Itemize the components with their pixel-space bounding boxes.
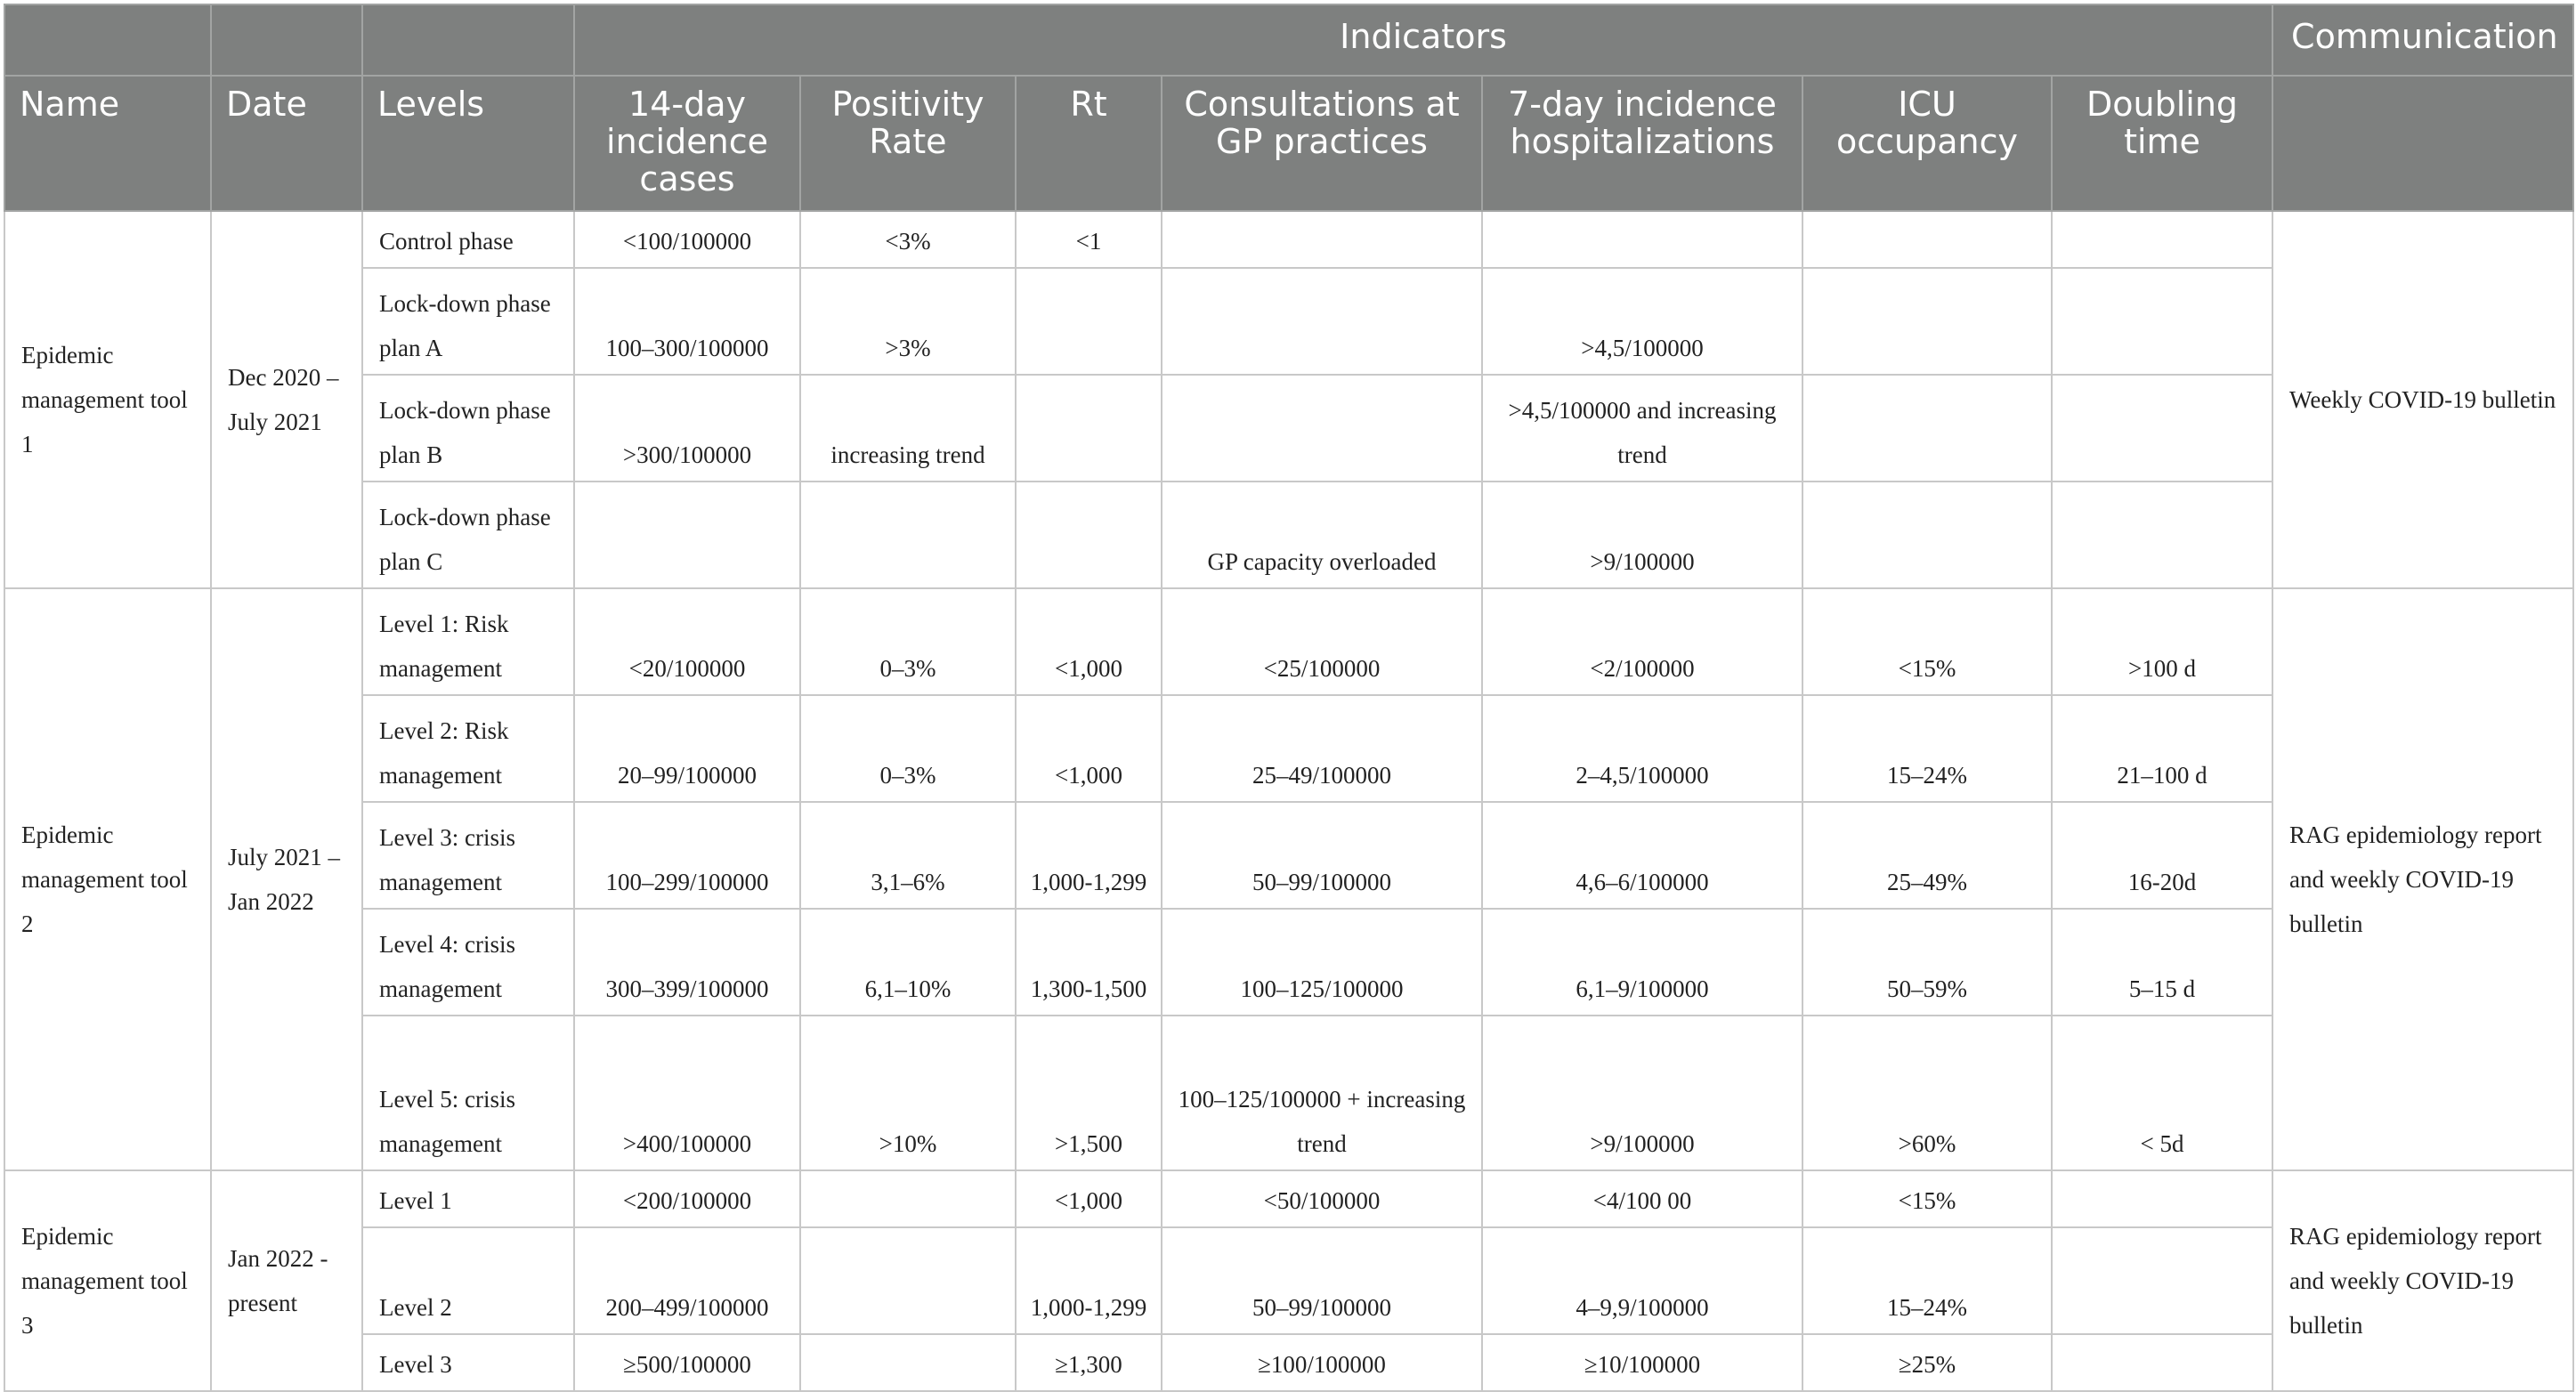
- table-row: [4, 1334, 2573, 1391]
- indicator-cell: >1,500: [1016, 1016, 1162, 1170]
- header-row-1: [4, 4, 2573, 76]
- header-rt: Rt: [1016, 76, 1162, 211]
- indicator-cell: [2052, 211, 2272, 268]
- indicator-cell: 25–49%: [1802, 802, 2052, 909]
- date-cell: July 2021 – Jan 2022: [211, 588, 362, 1170]
- indicator-cell: [1016, 375, 1162, 482]
- indicator-cell: 20–99/100000: [574, 695, 800, 802]
- header-date: Date: [211, 76, 362, 211]
- indicator-cell: 2–4,5/100000: [1482, 695, 1802, 802]
- level-cell: Level 5: crisis management: [362, 1016, 574, 1170]
- indicator-cell: 15–24%: [1802, 695, 2052, 802]
- indicator-cell: 1,300-1,500: [1016, 909, 1162, 1016]
- indicator-cell: >100 d: [2052, 588, 2272, 695]
- indicator-cell: <1,000: [1016, 695, 1162, 802]
- indicator-cell: ≥100/100000: [1162, 1334, 1482, 1391]
- table-header: [4, 4, 2573, 211]
- communication-cell: RAG epidemiology report and weekly COVID-19 bulletin: [2272, 588, 2573, 1170]
- indicator-cell: <100/100000: [574, 211, 800, 268]
- indicator-cell: [574, 482, 800, 588]
- header-hospitalizations: 7-day incidence hospitalizations: [1482, 76, 1802, 211]
- indicator-cell: >4,5/100000 and increasing trend: [1482, 375, 1802, 482]
- table-row: [4, 482, 2573, 588]
- indicator-cell: >300/100000: [574, 375, 800, 482]
- indicator-cell: <50/100000: [1162, 1170, 1482, 1227]
- level-cell: Level 4: crisis management: [362, 909, 574, 1016]
- header-blank-communication: [2272, 76, 2573, 211]
- indicator-cell: >9/100000: [1482, 482, 1802, 588]
- level-cell: Level 1: Risk management: [362, 588, 574, 695]
- indicator-cell: 16-20d: [2052, 802, 2272, 909]
- indicator-cell: [1802, 268, 2052, 375]
- indicator-cell: [2052, 375, 2272, 482]
- header-row-2: [4, 76, 2573, 211]
- indicator-cell: [800, 1334, 1016, 1391]
- table-body: [4, 211, 2573, 1391]
- table-row: [4, 588, 2573, 695]
- indicator-cell: [1482, 211, 1802, 268]
- indicator-cell: ≥500/100000: [574, 1334, 800, 1391]
- indicator-cell: 25–49/100000: [1162, 695, 1482, 802]
- indicator-cell: [2052, 1334, 2272, 1391]
- table-row: [4, 1016, 2573, 1170]
- indicator-table: [4, 4, 2574, 1392]
- indicator-cell: 5–15 d: [2052, 909, 2272, 1016]
- indicator-cell: >4,5/100000: [1482, 268, 1802, 375]
- indicator-cell: increasing trend: [800, 375, 1016, 482]
- indicator-cell: [800, 1227, 1016, 1334]
- indicator-cell: 6,1–10%: [800, 909, 1016, 1016]
- indicator-cell: [1802, 211, 2052, 268]
- indicator-cell: 50–59%: [1802, 909, 2052, 1016]
- indicator-cell: 4–9,9/100000: [1482, 1227, 1802, 1334]
- date-cell: Jan 2022 - present: [211, 1170, 362, 1391]
- indicator-cell: [800, 1170, 1016, 1227]
- indicator-cell: 50–99/100000: [1162, 802, 1482, 909]
- level-cell: Level 2: [362, 1227, 574, 1334]
- indicator-cell: [1162, 375, 1482, 482]
- indicator-cell: GP capacity overloaded: [1162, 482, 1482, 588]
- indicator-cell: [2052, 268, 2272, 375]
- header-levels: Levels: [362, 76, 574, 211]
- indicator-cell: <2/100000: [1482, 588, 1802, 695]
- indicator-cell: 50–99/100000: [1162, 1227, 1482, 1334]
- header-indicators: Indicators: [574, 4, 2272, 76]
- level-cell: Lock-down phase plan A: [362, 268, 574, 375]
- header-14day-incidence: 14-day incidence cases: [574, 76, 800, 211]
- level-cell: Level 2: Risk management: [362, 695, 574, 802]
- indicator-cell: 100–299/100000: [574, 802, 800, 909]
- header-blank-date: [211, 4, 362, 76]
- indicator-cell: 21–100 d: [2052, 695, 2272, 802]
- indicator-cell: 0–3%: [800, 695, 1016, 802]
- indicator-cell: 100–125/100000: [1162, 909, 1482, 1016]
- communication-cell: RAG epidemiology report and weekly COVID-19 bulletin: [2272, 1170, 2573, 1391]
- level-cell: Lock-down phase plan B: [362, 375, 574, 482]
- indicator-cell: 100–125/100000 + increasing trend: [1162, 1016, 1482, 1170]
- header-communication: Communication: [2272, 4, 2573, 76]
- indicator-cell: 3,1–6%: [800, 802, 1016, 909]
- indicator-cell: [1162, 211, 1482, 268]
- table-row: [4, 375, 2573, 482]
- indicator-cell: 4,6–6/100000: [1482, 802, 1802, 909]
- table-row: [4, 909, 2573, 1016]
- table-row: [4, 268, 2573, 375]
- indicator-cell: <3%: [800, 211, 1016, 268]
- table-row: [4, 695, 2573, 802]
- table-row: [4, 1227, 2573, 1334]
- header-blank-name: [4, 4, 211, 76]
- indicator-cell: 6,1–9/100000: [1482, 909, 1802, 1016]
- indicator-cell: < 5d: [2052, 1016, 2272, 1170]
- indicator-cell: >60%: [1802, 1016, 2052, 1170]
- indicator-cell: ≥10/100000: [1482, 1334, 1802, 1391]
- level-cell: Lock-down phase plan C: [362, 482, 574, 588]
- indicator-cell: 0–3%: [800, 588, 1016, 695]
- indicator-cell: [1162, 268, 1482, 375]
- tool-name-cell: Epidemic management tool 1: [4, 211, 211, 588]
- header-name: Name: [4, 76, 211, 211]
- communication-cell: Weekly COVID-19 bulletin: [2272, 211, 2573, 588]
- indicator-cell: [1802, 375, 2052, 482]
- indicator-cell: 300–399/100000: [574, 909, 800, 1016]
- indicator-cell: [1016, 268, 1162, 375]
- indicator-cell: 1,000-1,299: [1016, 802, 1162, 909]
- header-icu-occupancy: ICU occupancy: [1802, 76, 2052, 211]
- indicator-cell: [1016, 482, 1162, 588]
- indicator-cell: ≥1,300: [1016, 1334, 1162, 1391]
- indicator-cell: [1802, 482, 2052, 588]
- indicator-cell: [2052, 1170, 2272, 1227]
- level-cell: Level 3: crisis management: [362, 802, 574, 909]
- indicator-cell: <4/100 00: [1482, 1170, 1802, 1227]
- header-doubling-time: Doubling time: [2052, 76, 2272, 211]
- tool-name-cell: Epidemic management tool 3: [4, 1170, 211, 1391]
- indicator-cell: <20/100000: [574, 588, 800, 695]
- table-row: [4, 802, 2573, 909]
- level-cell: Control phase: [362, 211, 574, 268]
- indicator-cell: <1,000: [1016, 1170, 1162, 1227]
- table-row: [4, 211, 2573, 268]
- indicator-cell: <1,000: [1016, 588, 1162, 695]
- table-row: [4, 1170, 2573, 1227]
- indicator-cell: [2052, 1227, 2272, 1334]
- indicator-cell: 15–24%: [1802, 1227, 2052, 1334]
- header-gp-consultations: Consultations at GP practices: [1162, 76, 1482, 211]
- indicator-cell: [2052, 482, 2272, 588]
- indicator-cell: 100–300/100000: [574, 268, 800, 375]
- indicator-cell: <15%: [1802, 588, 2052, 695]
- tool-name-cell: Epidemic management tool 2: [4, 588, 211, 1170]
- indicator-cell: >3%: [800, 268, 1016, 375]
- indicator-cell: >9/100000: [1482, 1016, 1802, 1170]
- header-positivity-rate: Positivity Rate: [800, 76, 1016, 211]
- indicator-cell: <15%: [1802, 1170, 2052, 1227]
- indicator-cell: [800, 482, 1016, 588]
- indicator-cell: >400/100000: [574, 1016, 800, 1170]
- indicator-cell: <1: [1016, 211, 1162, 268]
- indicator-cell: <200/100000: [574, 1170, 800, 1227]
- level-cell: Level 1: [362, 1170, 574, 1227]
- indicator-cell: >10%: [800, 1016, 1016, 1170]
- level-cell: Level 3: [362, 1334, 574, 1391]
- indicator-cell: 1,000-1,299: [1016, 1227, 1162, 1334]
- date-cell: Dec 2020 – July 2021: [211, 211, 362, 588]
- indicator-cell: 200–499/100000: [574, 1227, 800, 1334]
- indicator-cell: ≥25%: [1802, 1334, 2052, 1391]
- indicator-cell: <25/100000: [1162, 588, 1482, 695]
- header-blank-levels: [362, 4, 574, 76]
